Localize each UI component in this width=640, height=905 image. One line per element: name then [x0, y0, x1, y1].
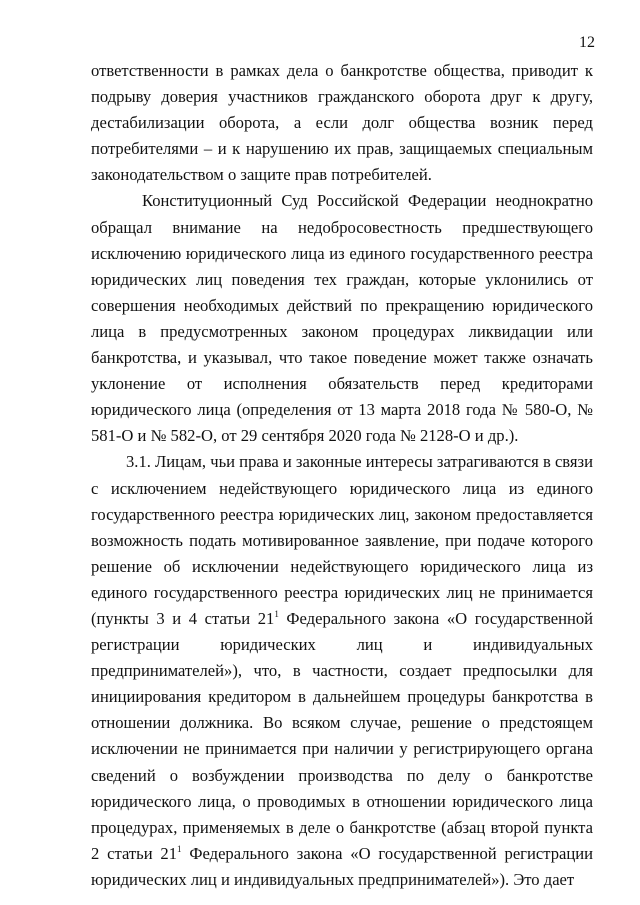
page-number: 12: [579, 34, 595, 51]
superscript-article-21-first: 1: [274, 608, 279, 619]
paragraph-3-1-part-a: 3.1. Лицам, чьи права и законные интересы затрагиваются в связи с исключением недействующего юридического лица из единого государственного реестра юридических лиц, законом предоставляется возможность подать мотивированное заявление, при подаче которого решение об исключении недействующего юридического лица из единого государственного реестра юридических лиц не принимается (пункты 3 и 4 статьи 21: [91, 452, 593, 628]
paragraph-3-1-part-b: Федерального закона «О государственной регистрации юридических лиц и индивидуальных предпринимателей»), что, в частности, создает предпосылки для инициирования кредитором в дальнейшем процедуры банкротства в отношении должника. Во всяком случае, решение о предстоящем исключении не принимается при наличии у регистрирующего органа сведений о возбуждении производства по делу о банкротстве юридического лица, о проводимых в отношении юридического лица процедурах, применяемых в деле о банкротстве (абзац второй пункта 2 статьи 21: [91, 608, 594, 863]
superscript-article-21-second: 1: [177, 843, 182, 854]
body-text: [91, 58, 593, 893]
paragraph-3-1: [91, 449, 593, 893]
paragraph-continued: ответственности в рамках дела о банкротстве общества, приводит к подрыву доверия участников гражданского оборота друг к другу, дестабилизации оборота, а если долг общества возник перед потребителями – и к нарушению их прав, защищаемых специальным законодательством о защите прав потребителей.: [91, 61, 593, 185]
paragraph-3-1-part-c: Федерального закона «О государственной регистрации юридических лиц и индивидуальных предпринимателей»). Это дает: [91, 843, 593, 889]
paragraph-constitutional-court: Конституционный Суд Российской Федерации неоднократно обращал внимание на недобросовестность предшествующего исключению юридического лица из единого государственного реестра юридических лиц поведения тех граждан, которые уклонились от совершения необходимых действий по прекращению юридического лица в предусмотренных законом процедурах ликвидации или банкротства, и указывал, что такое поведение может также означать уклонение от исполнения обязательств перед кредиторами юридического лица (определения от 13 марта 2018 года № 580-О, № 581-О и № 582-О, от 29 сентября 2020 года № 2128-О и др.).: [91, 191, 593, 446]
